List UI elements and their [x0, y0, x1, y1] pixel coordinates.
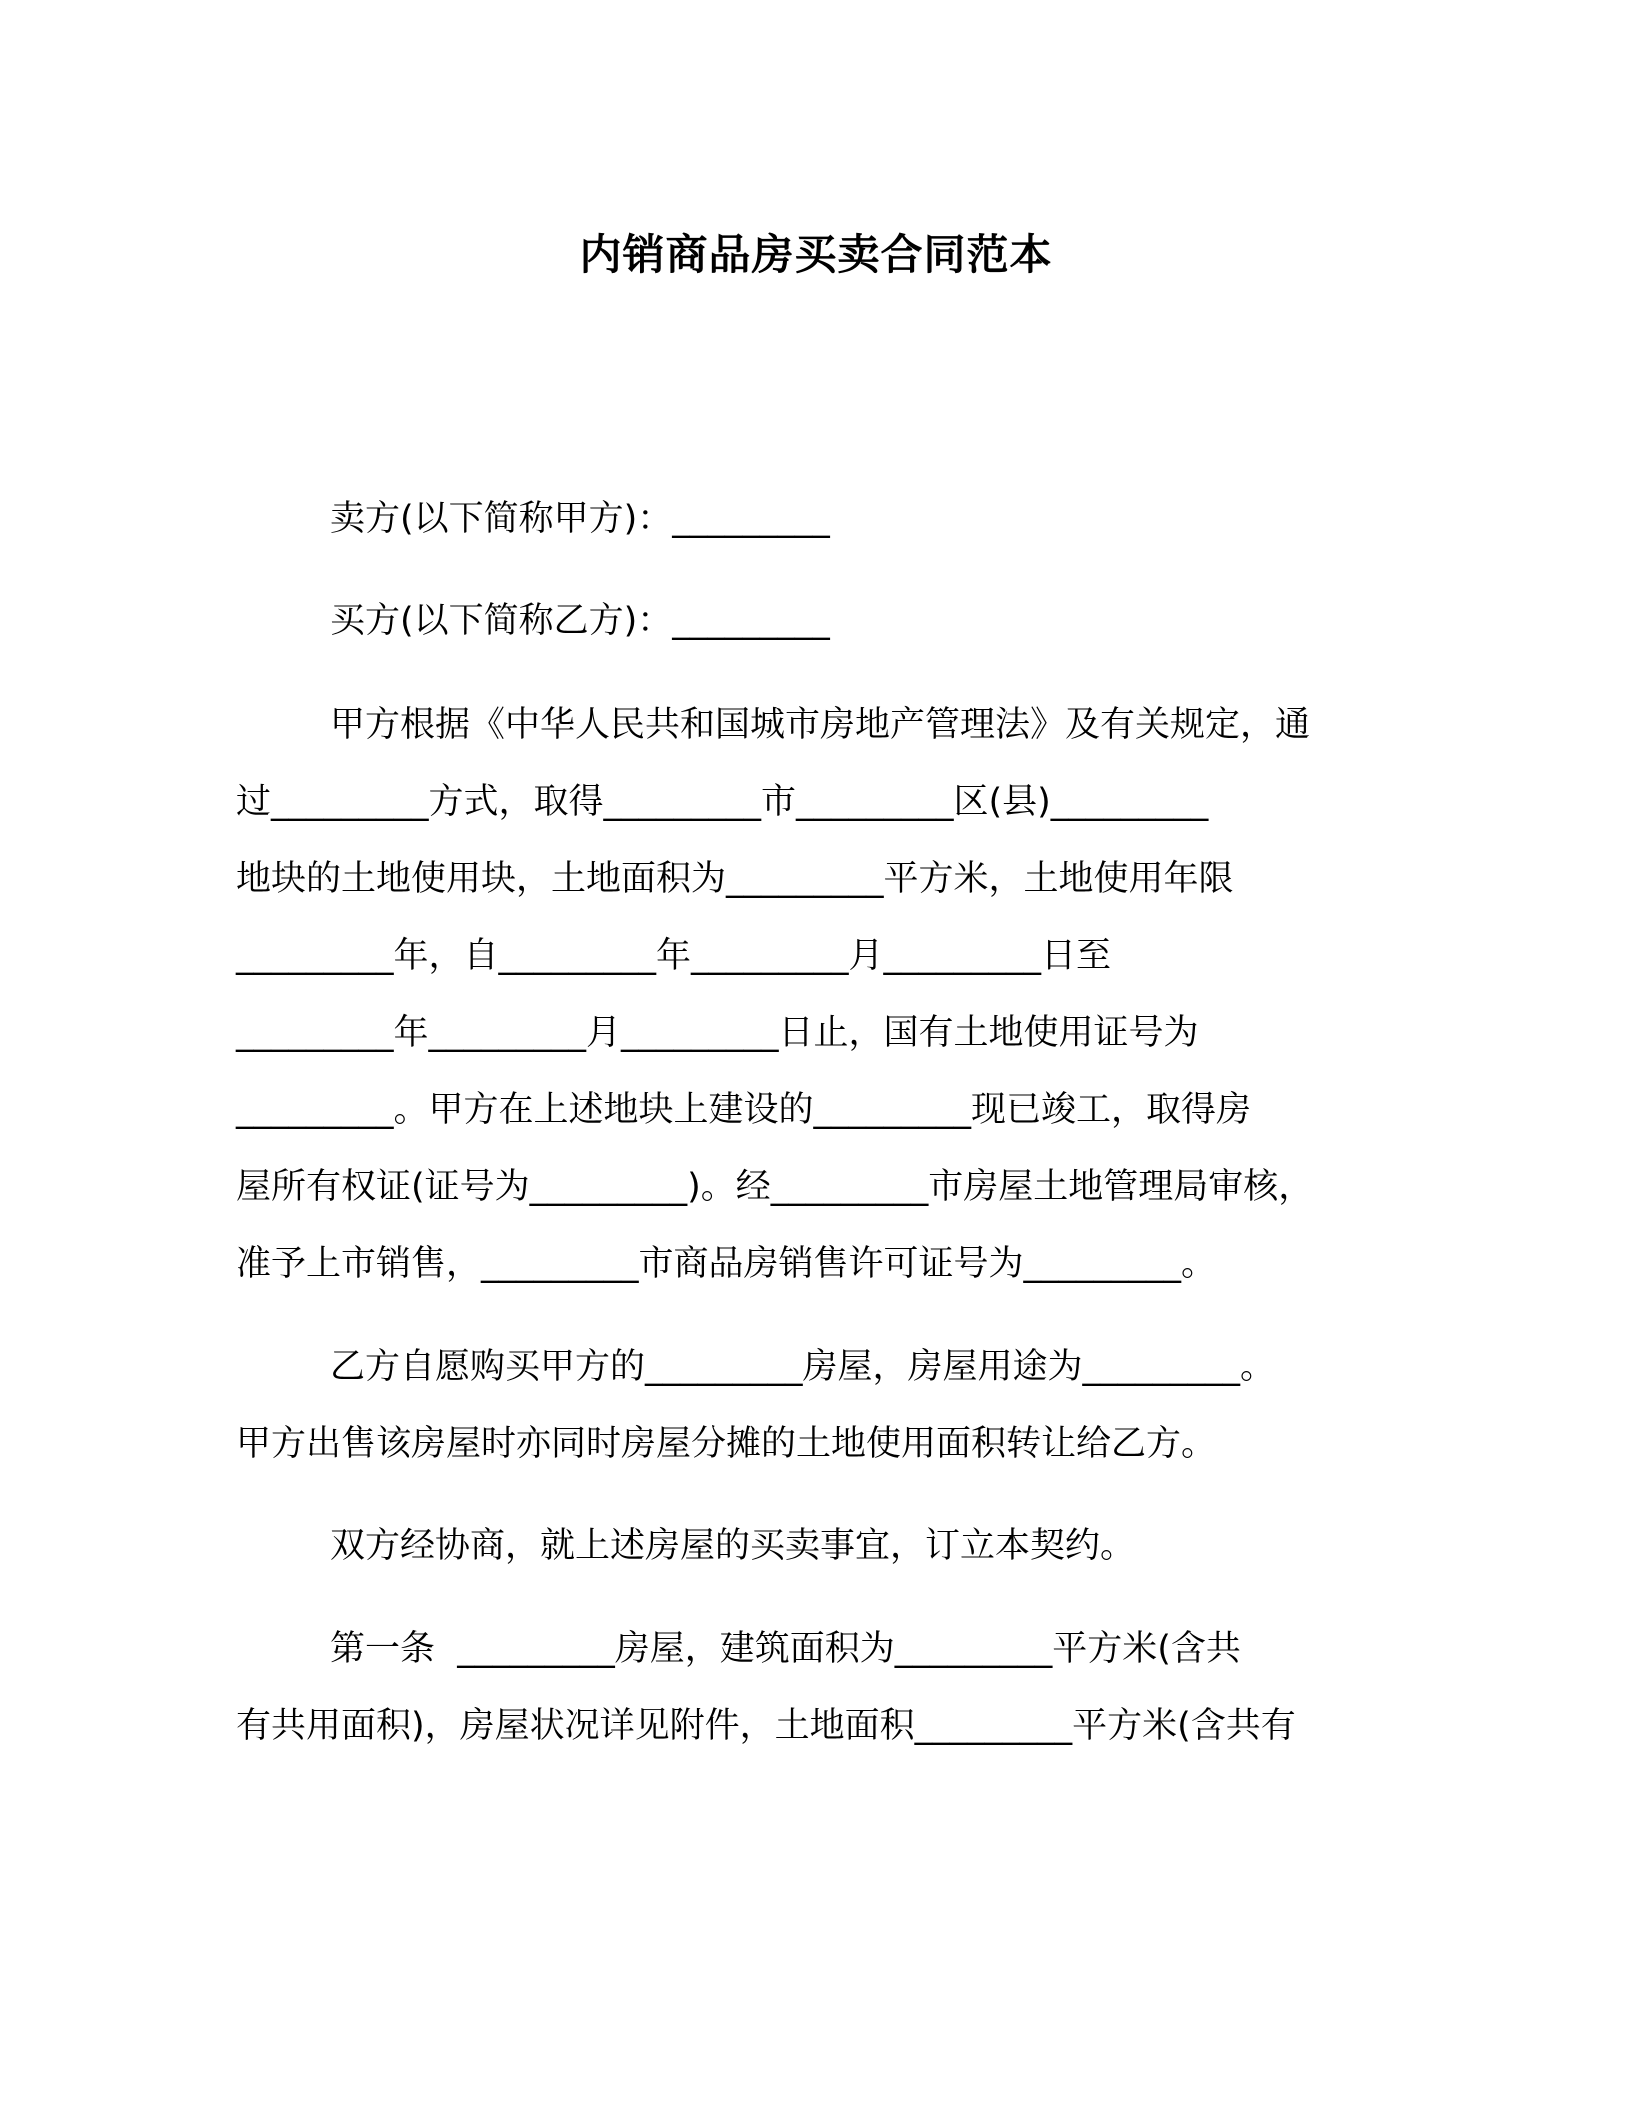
- agreement-line: 双方经协商，就上述房屋的买卖事宜，订立本契约。: [330, 1526, 1136, 1566]
- preamble-line-8: 准予上市销售，_________市商品房销售许可证号为_________。: [236, 1244, 1217, 1284]
- preamble-line-2: 过_________方式，取得_________市_________区(县)_________: [236, 782, 1209, 822]
- preamble-line-4: _________年，自_________年_________月_________日至: [236, 936, 1112, 976]
- preamble-line-6: _________。甲方在上述地块上建设的_________现已竣工，取得房: [236, 1090, 1252, 1130]
- preamble-line-3: 地块的土地使用块，土地面积为_________平方米，土地使用年限: [236, 859, 1234, 899]
- article-1-line-2: 有共用面积)，房屋状况详见附件，土地面积_________平方米(含共有: [236, 1706, 1296, 1746]
- preamble-line-7: 屋所有权证(证号为_________)。经_________市房屋土地管理局审核，: [236, 1167, 1314, 1207]
- purchase-line-2: 甲方出售该房屋时亦同时房屋分摊的土地使用面积转让给乙方。: [236, 1424, 1217, 1464]
- seller-line: 卖方(以下简称甲方)：_________: [330, 499, 830, 539]
- buyer-line: 买方(以下简称乙方)：_________: [330, 601, 830, 641]
- document-title: 内销商品房买卖合同范本: [579, 230, 1053, 279]
- article-1-line-1: 第一条 _________房屋，建筑面积为_________平方米(含共: [330, 1629, 1241, 1669]
- purchase-line-1: 乙方自愿购买甲方的_________房屋，房屋用途为_________。: [330, 1347, 1276, 1387]
- preamble-line-1: 甲方根据《中华人民共和国城市房地产管理法》及有关规定，通: [330, 705, 1311, 745]
- preamble-line-5: _________年_________月_________日止，国有土地使用证号为: [236, 1013, 1199, 1053]
